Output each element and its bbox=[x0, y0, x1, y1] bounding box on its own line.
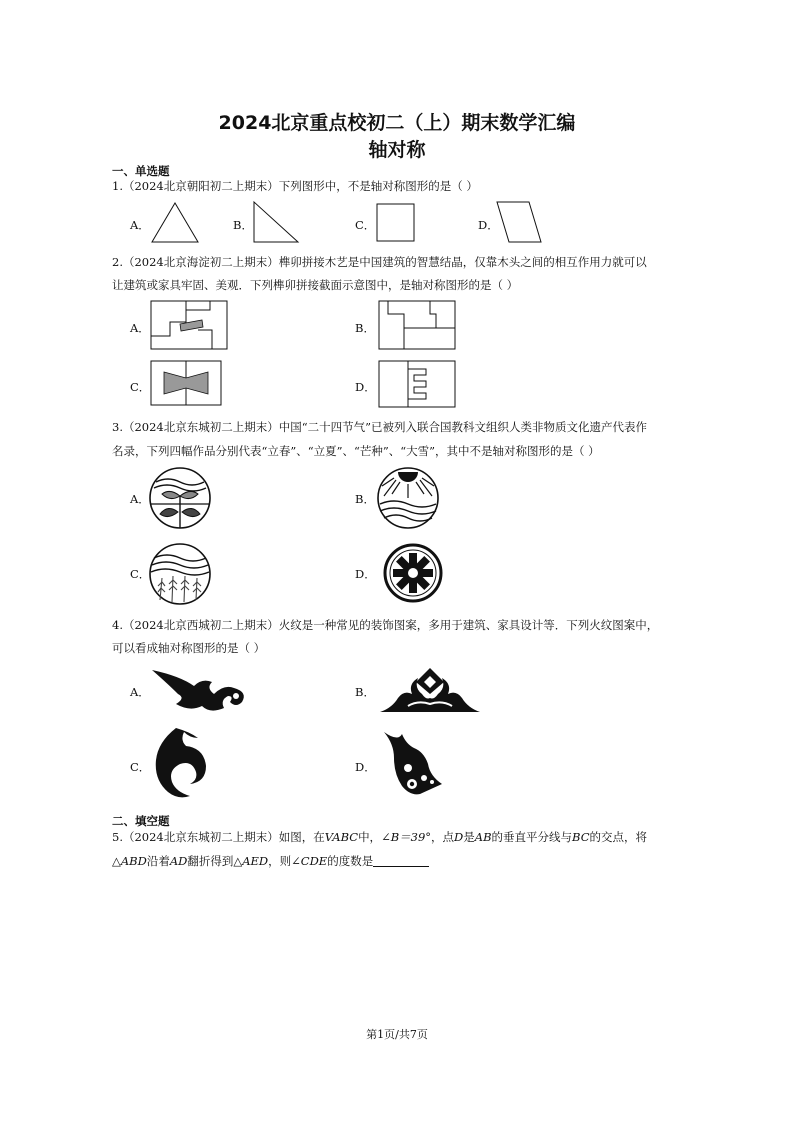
q1-option-d-label: D． bbox=[478, 218, 499, 232]
q5-segment-bc: BC bbox=[572, 830, 590, 844]
q4-option-b-label: B． bbox=[355, 685, 375, 699]
q1-triangle-figure bbox=[150, 200, 200, 244]
q5-angle-cde: ∠CDE bbox=[291, 854, 328, 868]
q5-abc: ABC bbox=[332, 830, 359, 844]
q3-option-a-label: A． bbox=[130, 492, 150, 506]
q3-option-d-label: D． bbox=[355, 567, 376, 581]
question-1-text: 1.（2024北京朝阳初二上期末）下列图形中，不是轴对称图形的是（ ） bbox=[112, 179, 478, 193]
q4-fire-pattern-a-figure bbox=[150, 664, 250, 714]
q1-option-b-label: B． bbox=[233, 218, 253, 232]
q4-option-d-label: D． bbox=[355, 760, 376, 774]
section-heading-single-choice: 一、单选题 bbox=[112, 164, 170, 178]
q2-option-d-label: D． bbox=[355, 380, 376, 394]
q2-joint-a-figure bbox=[150, 300, 228, 350]
q5-text-part: 的度数是 bbox=[327, 854, 374, 868]
question-2-line-2: 让建筑或家具牢固、美观．下列榫卯拼接截面示意图中，是轴对称图形的是（ ） bbox=[112, 278, 519, 292]
q3-option-c-label: C． bbox=[130, 567, 151, 581]
q5-text-part: 的交点，将 bbox=[589, 830, 648, 844]
q5-text-part: 沿着 bbox=[146, 854, 170, 868]
q5-segment-ab: AB bbox=[474, 830, 492, 844]
q5-angle-b: ∠B＝39° bbox=[381, 830, 432, 844]
q1-option-c-label: C． bbox=[355, 218, 376, 232]
q3-option-b-label: B． bbox=[355, 492, 375, 506]
question-3-line-1: 3.（2024北京东城初二上期末）中国“二十四节气”已被列入联合国教科文组织人类非物质文化遗产代表作 bbox=[112, 420, 647, 434]
q5-text-part: 是 bbox=[463, 830, 475, 844]
question-4-line-2: 可以看成轴对称图形的是（ ） bbox=[112, 641, 266, 655]
q3-major-snow-figure bbox=[383, 543, 443, 603]
question-5-line-2 bbox=[112, 853, 429, 869]
q1-square-figure bbox=[376, 203, 416, 243]
q5-triangle-abd: ABD bbox=[120, 854, 147, 868]
q5-triangle-symbol: V bbox=[324, 830, 333, 844]
q5-text-part: 翻折得到 bbox=[187, 854, 234, 868]
q1-parallelogram-figure bbox=[495, 200, 545, 244]
q5-text-part: 5.（2024北京东城初二上期末）如图，在 bbox=[112, 830, 325, 844]
q2-option-b-label: B． bbox=[355, 321, 375, 335]
q2-joint-b-figure bbox=[378, 300, 456, 350]
q3-summer-begins-figure bbox=[376, 466, 440, 530]
q5-text-part: ，点 bbox=[431, 830, 455, 844]
q5-text-part: △ bbox=[112, 854, 121, 868]
q2-option-a-label: A． bbox=[130, 321, 150, 335]
q2-joint-c-figure bbox=[150, 360, 222, 406]
q4-option-a-label: A． bbox=[130, 685, 150, 699]
q1-option-a-label: A． bbox=[130, 218, 150, 232]
q5-triangle-aed: △AED bbox=[233, 854, 269, 868]
section-heading-fill-blank: 二、填空题 bbox=[112, 814, 170, 828]
q3-spring-begins-figure bbox=[148, 466, 212, 530]
page-subtitle: 轴对称 bbox=[368, 139, 426, 161]
question-4-line-1: 4.（2024北京西城初二上期末）火纹是一种常见的装饰图案，多用于建筑、家具设计等．下列火纹图案中， bbox=[112, 618, 659, 632]
q1-right-triangle-figure bbox=[252, 200, 300, 244]
q4-fire-pattern-d-figure bbox=[380, 730, 444, 800]
q5-text-part: 中， bbox=[358, 830, 382, 844]
q5-answer-blank[interactable] bbox=[373, 854, 429, 867]
q5-point-d: D bbox=[454, 830, 464, 844]
page-footer: 第1页/共7页 bbox=[366, 1028, 428, 1041]
q5-text-part: 的垂直平分线与 bbox=[491, 830, 573, 844]
q5-text-part: ，则 bbox=[268, 854, 292, 868]
page-title: 2024北京重点校初二（上）期末数学汇编 bbox=[218, 112, 576, 134]
q4-fire-pattern-c-figure bbox=[150, 726, 210, 802]
question-2-line-1: 2.（2024北京海淀初二上期末）榫卯拼接木艺是中国建筑的智慧结晶，仅靠木头之间的相互作用力就可以 bbox=[112, 255, 647, 269]
q2-joint-d-figure bbox=[378, 360, 456, 408]
q4-option-c-label: C． bbox=[130, 760, 151, 774]
question-3-line-2: 名录，下列四幅作品分别代表“立春”、“立夏”、“芒种”、“大雪”，其中不是轴对称图形的是（ ） bbox=[112, 444, 600, 458]
q4-fire-pattern-b-figure bbox=[378, 664, 482, 716]
q3-grain-in-ear-figure bbox=[148, 542, 212, 606]
question-5-line-1 bbox=[112, 829, 647, 845]
q2-option-c-label: C． bbox=[130, 380, 151, 394]
q5-segment-ad: AD bbox=[169, 854, 188, 868]
